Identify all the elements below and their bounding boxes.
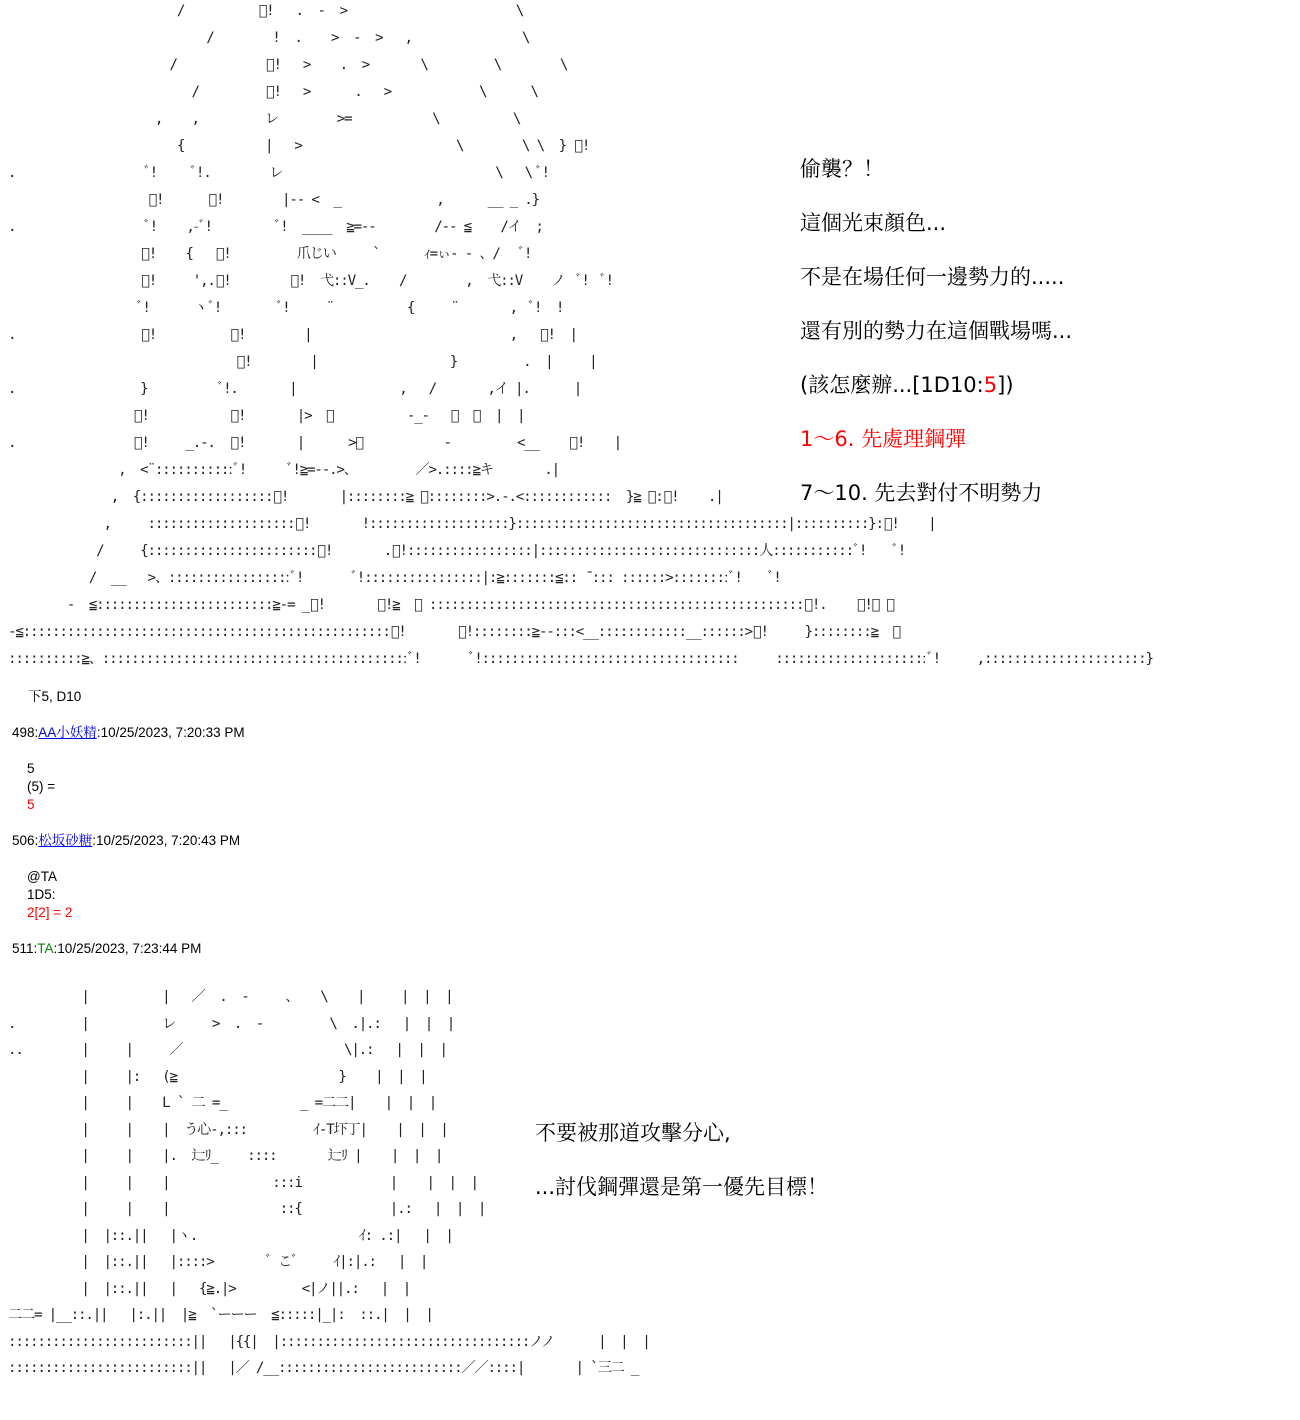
ascii-art-line: / ﾞ! > . > \ \ <box>8 84 538 100</box>
ascii-art-line: , ::::::::::::::::::::ﾞ! !:::::::::::::::::::}:::::::::::::::::::::::::::::::::::::|::::::::::}:ﾞ! | <box>8 516 936 532</box>
ascii-art-line: :::::::::::::::::::::::::|| |／ /__:::::::::::::::::::::::::／／::::| | `三二 _ <box>8 1360 639 1376</box>
dice-result: 5 <box>27 797 35 812</box>
ascii-art-line: . } ﾞ!. | , / ,イ |. | <box>8 381 582 397</box>
dice-roll-prefix: (該怎麼辦...[1D10: <box>800 373 984 397</box>
ascii-art-line: - ≦::::::::::::::::::::::::≧-= _ﾞ! ﾞ!≧ 、 :::::::::::::::::::::::::::::::::::::::::::::::::::ﾞ!. ﾞ!ー 、 <box>8 597 894 613</box>
ascii-art-line: , {::::::::::::::::::ﾞ! |::::::::≧ 、::::::::>.-.<:::::::::::: }≧ 、:ﾞ! .| <box>8 489 723 505</box>
post-number: 498 <box>12 725 35 740</box>
ascii-art-line: 二二= |__::.|| |:.|| |≧ `ーーー ≦:::::|_|: ::.| | | <box>8 1307 433 1323</box>
post-body-498 <box>27 760 55 814</box>
post-body-line: 1D5: <box>27 887 56 902</box>
dice-roll-result: 5 <box>983 373 998 397</box>
post-header-511: 511:TA:10/25/2023, 7:23:44 PM <box>12 941 202 956</box>
post-number: 511 <box>12 941 34 956</box>
ascii-art-line: | | ／ . - 、 \ | | | | <box>8 989 453 1005</box>
post-body-506 <box>27 868 72 922</box>
ascii-art-line: | |::.|| |ヽ. ｲ: .:| | | <box>8 1227 453 1244</box>
ascii-art-line: :::::::::::::::::::::::::|| |{{| |::::::::::::::::::::::::::::::::::ノノ | | | <box>8 1333 650 1350</box>
dialogue-block-1 <box>800 142 1072 520</box>
ascii-art-line: / ﾞ! > . > \ \ \ <box>8 57 568 73</box>
post-user-link[interactable]: AA小妖精 <box>38 725 97 740</box>
ascii-art-line: .. | | ／ \|.: | | | <box>8 1042 447 1058</box>
post-timestamp: :10/25/2023, 7:23:44 PM <box>53 941 202 956</box>
ascii-art-line: . | レ > . - \ .|.: | | | <box>8 1015 455 1032</box>
choice-option-2: 7～10. 先去對付不明勢力 <box>800 481 1043 505</box>
post-timestamp: :10/25/2023, 7:20:43 PM <box>92 833 241 848</box>
dice-result: 2[2] = 2 <box>27 905 73 920</box>
ascii-art-line: { | > \ \ \ } ﾞ! <box>8 138 590 154</box>
ascii-art-line: ::::::::::≧、::::::::::::::::::::::::::::::::::::::::::ﾞ! ﾞ!::::::::::::::::::::::::::::::::::: :::::::::::::::::::::ﾞ! ,::::::::::::::::::::::} <box>8 651 1153 667</box>
post-user-link[interactable]: 松坂砂糖 <box>38 833 93 848</box>
dialogue-line: 這個光束顏色... <box>800 211 947 235</box>
dialogue-line: 偷襲？！ <box>800 157 884 181</box>
ascii-art-line: ﾞ! { ﾞ! 爪じい ` ｨ=ぃ- - 、/ ﾞ! <box>8 246 532 262</box>
ascii-art-line: ﾞ! ﾞ! |> 、 -_- 、 ／ | | <box>8 408 525 424</box>
choice-option-1: 1～6. 先處理鋼彈 <box>800 427 967 451</box>
dice-roll-line <box>800 358 1072 412</box>
dialogue-block-2 <box>535 1106 828 1214</box>
ascii-art-line: . ﾞ! ﾞ! | , ﾞ! | <box>8 327 577 343</box>
ascii-art-line: / ! . > - > , \ <box>8 30 530 46</box>
ascii-art-line: ﾞ! ﾞ! |-- < _ , __ _ .} <box>8 192 539 208</box>
ascii-art-line: | | L ` 二 =_ _ =二二| | | | <box>8 1095 437 1111</box>
ascii-art-line: | |: (≧ } | | | <box>8 1068 427 1085</box>
dialogue-line: 不是在場任何一邊勢力的..... <box>800 265 1065 289</box>
ascii-art-line: | |::.|| |::::> ゛こ゛ ｲ|:|.: | | <box>8 1254 428 1270</box>
ascii-art-line: ﾞ! ヽﾞ! ﾞ! ¨ { ¨ , ﾞ! ! <box>8 300 564 316</box>
ascii-art-line: ﾞ! | } . | | <box>8 354 597 370</box>
ascii-art-line: . ﾞ! ﾞ!. レ \ \ ﾞ! <box>8 165 549 181</box>
ascii-art-line: -≦::::::::::::::::::::::::::::::::::::::::::::::::::ﾞ! ﾞ!::::::::≧--:::<__::::::::::::__::::::>ﾞ! }::::::::≧ 、 <box>8 624 900 640</box>
ascii-art-line: | | | :::i | | | | <box>8 1174 478 1191</box>
post-body-line: 5 <box>27 761 35 776</box>
post-header-498: 498:AA小妖精:10/25/2023, 7:20:33 PM <box>12 725 245 740</box>
post-user-name: TA <box>37 941 54 956</box>
post-body-line: @TA <box>27 869 57 884</box>
dice-roll-suffix: ]) <box>997 373 1014 397</box>
ascii-art-line: | |::.|| | {≧.|> <|ノ||.: | | <box>8 1280 411 1297</box>
dialogue-line: 還有別的勢力在這個戰場嗎... <box>800 319 1073 343</box>
post-number: 506 <box>12 833 35 848</box>
ascii-art-line: , <¨:::::::::::ﾞ! ﾞ!≧=--.>、 ／>.::::≧キ .| <box>8 462 559 478</box>
post-footer-note: 下5, D10 <box>28 689 82 704</box>
post-header-506: 506:松坂砂糖:10/25/2023, 7:20:43 PM <box>12 833 241 848</box>
ascii-art-line: | | |. 辷ﾘ_ :::: 辷ﾘ | | | | <box>8 1148 443 1164</box>
post-body-line: (5) = <box>27 779 56 794</box>
ascii-art-line: . ﾞ! ,-ﾞ! ﾞ! ____ ≧=-- /-- ≦ /イ ; <box>8 219 543 235</box>
ascii-art-line: ﾞ! ',.ﾞ! ﾞ! 弋::V_. / , 弋::V ノ ﾞ! ﾞ! <box>8 273 613 289</box>
post-timestamp: :10/25/2023, 7:20:33 PM <box>96 725 245 740</box>
ascii-art-line: , , レ >= \ \ <box>8 111 521 127</box>
ascii-art-line: | | | う心-,::: ｲ-T圷丁| | | | <box>8 1121 448 1138</box>
ascii-art-line: / ﾞ! . - > \ <box>8 3 524 19</box>
dialogue-line: 不要被那道攻擊分心, <box>535 1121 731 1145</box>
ascii-art-line: / __ >、:::::::::::::::::ﾞ! ﾞ!::::::::::::::::|:≧:::::::≦:: ̄ ::: ::::::>::::::::ﾞ! ﾞ! <box>8 570 781 586</box>
ascii-art-line: / {:::::::::::::::::::::::ﾞ! .ﾞ!:::::::::::::::::|::::::::::::::::::::::::::::::人:::::::::::ﾞ! ﾞ! <box>8 543 906 559</box>
ascii-art-line: . ﾞ! _.-. ﾞ! | >、 - <__ ﾞ! | <box>8 435 621 451</box>
dialogue-line: ...討伐鋼彈還是第一優先目標！ <box>535 1175 829 1199</box>
ascii-art-line: | | | ::{ |.: | | | <box>8 1201 486 1217</box>
